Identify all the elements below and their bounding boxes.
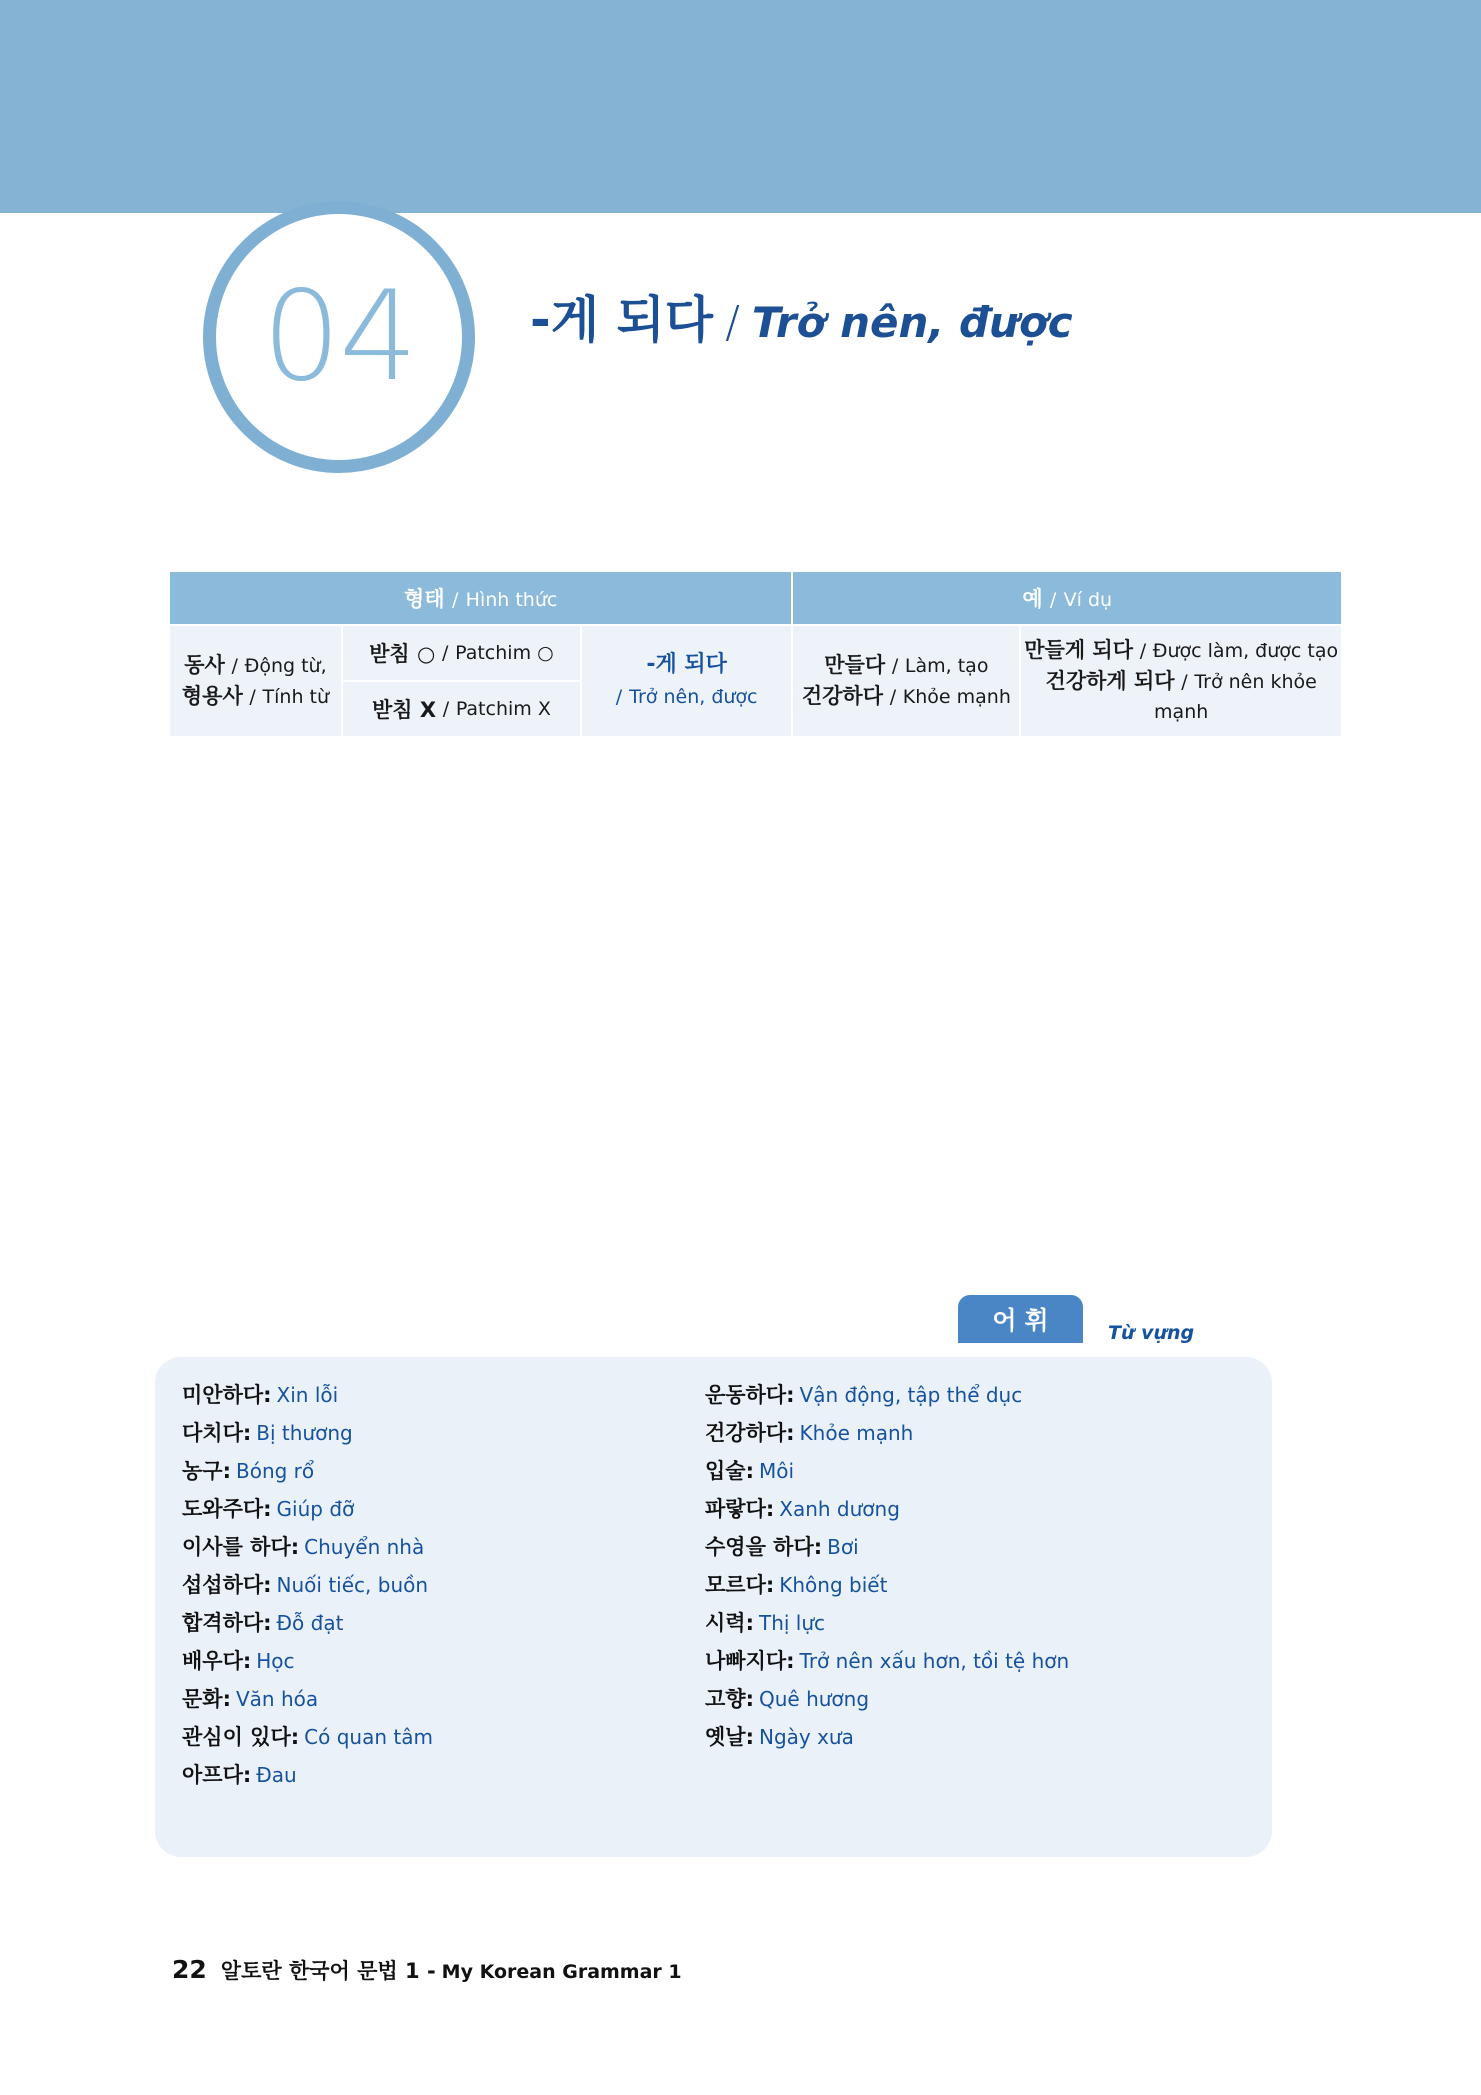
example-result-2-vi: Trở nên khỏe mạnh [1154,670,1317,724]
vocabulary-tab-label-vi: Từ vựng [1108,1322,1195,1344]
list-item [182,1689,433,1710]
page-number: 22 [172,1955,207,1984]
cell-patchim [342,625,581,737]
vocab-term: 파랗다: [705,1497,775,1521]
patchim-without-vi: Patchim X [455,698,551,720]
vocab-term: 도와주다: [182,1497,272,1521]
list-item [182,1385,433,1406]
header-example-sep: / [1049,589,1057,611]
example-result-2-ko: 건강하게 되다 [1045,668,1175,693]
vocab-meaning: Vận động, tập thể dục [799,1383,1023,1407]
list-item [182,1499,433,1520]
patchim-without-sep: / [442,698,450,720]
example-result-1-ko: 만들게 되다 [1024,638,1133,663]
vocab-meaning: Môi [758,1459,795,1483]
header-form-vi: Hình thức [465,589,558,611]
list-item [182,1765,433,1786]
list-item [705,1727,1069,1748]
example-base-2-sep: / [889,686,897,708]
vocab-term: 시력: [705,1611,754,1635]
list-item [182,1651,433,1672]
page-title [530,280,1073,352]
vocab-term: 운동하다: [705,1383,795,1407]
vocab-meaning: Khỏe mạnh [799,1421,914,1445]
vocab-meaning: Xanh dương [779,1497,900,1521]
vocab-meaning: Trở nên xấu hơn, tồi tệ hơn [799,1649,1070,1673]
cell-example-base [792,625,1020,737]
vocab-term: 입술: [705,1459,754,1483]
vocab-meaning: Giúp đỡ [276,1497,355,1521]
ending-vi: Trở nên, được [629,686,758,708]
vocab-term: 아프다: [182,1763,252,1787]
page-footer [172,1955,682,1985]
pos-line1-vi: Động từ, [244,655,327,678]
pos-line1-ko: 동사 [184,653,225,678]
grammar-form-table [168,570,1343,738]
ending-ko: -게 되다 [646,652,727,678]
pos-line2-vi: Tính từ [262,686,330,708]
example-result-1-vi: Được làm, được tạo [1152,640,1339,663]
vocab-meaning: Bơi [827,1535,859,1559]
example-base-2-vi: Khỏe mạnh [902,686,1011,708]
patchim-without-ko: 받침 X [371,698,437,722]
vocab-term: 모르다: [705,1573,775,1597]
list-item [182,1423,433,1444]
vocab-meaning: Đau [256,1763,297,1787]
vocab-meaning: Không biết [779,1573,888,1597]
cell-part-of-speech [169,625,342,737]
vocab-meaning: Học [256,1649,295,1673]
list-item [705,1385,1069,1406]
pos-line1-sep: / [231,655,238,678]
vocab-meaning: Văn hóa [235,1687,319,1711]
table-body-row [169,625,1342,737]
patchim-with-vi: Patchim ○ [455,642,554,664]
vocabulary-column-right [705,1385,1069,1765]
vocab-meaning: Bóng rổ [235,1459,315,1483]
vocab-meaning: Thị lực [758,1611,826,1635]
top-blue-band [0,0,1481,213]
vocab-term: 나빠지다: [705,1649,795,1673]
title-korean: -게 되다 [530,291,714,349]
ending-sep: / [615,686,623,708]
cell-example-result [1020,625,1342,737]
table-header-example [792,571,1342,625]
vocab-term: 건강하다: [705,1421,795,1445]
vocab-term: 고향: [705,1687,754,1711]
list-item [182,1575,433,1596]
header-example-ko: 예 [1022,587,1043,611]
vocab-meaning: Có quan tâm [304,1725,433,1749]
vocab-meaning: Bị thương [256,1421,353,1445]
title-separator: / [725,297,740,348]
vocab-term: 배우다: [182,1649,252,1673]
vocab-meaning: Chuyển nhà [304,1535,425,1559]
list-item [705,1651,1069,1672]
chapter-number: 04 [262,265,416,409]
list-item [705,1423,1069,1444]
patchim-without [343,682,580,736]
cell-ending [581,625,792,737]
list-item [182,1537,433,1558]
vocab-term: 옛날: [705,1725,754,1749]
vocab-term: 농구: [182,1459,231,1483]
vocab-term: 관심이 있다: [182,1725,300,1749]
example-base-1-ko: 만들다 [824,653,886,678]
vocab-meaning: Đỗ đạt [276,1611,344,1635]
list-item [705,1461,1069,1482]
example-base-2-ko: 건강하다 [801,684,883,708]
pos-line2-sep: / [249,686,256,708]
table-header-form [169,571,792,625]
vocabulary-column-left [182,1385,433,1803]
vocab-term: 합격하다: [182,1611,272,1635]
list-item [705,1537,1069,1558]
chapter-number-badge [203,201,475,473]
vocab-meaning: Xin lỗi [276,1383,339,1407]
vocabulary-box [155,1357,1272,1857]
vocab-term: 섭섭하다: [182,1573,272,1597]
list-item [705,1575,1069,1596]
vocab-meaning: Ngày xưa [758,1725,854,1749]
footer-book-title-ko: 알토란 한국어 문법 1 - [220,1959,436,1983]
title-vietnamese: Trở nên, được [751,298,1073,347]
vocabulary-tab [958,1295,1083,1343]
list-item [182,1613,433,1634]
vocab-term: 다치다: [182,1421,252,1445]
example-base-1-vi: Làm, tạo [904,655,989,678]
example-result-2-sep: / [1181,670,1188,693]
pos-line2-ko: 형용사 [181,684,243,708]
header-example-vi: Ví dụ [1063,589,1113,611]
vocab-term: 문화: [182,1687,231,1711]
footer-book-title-en: My Korean Grammar 1 [441,1961,682,1983]
example-result-1-sep: / [1139,640,1147,663]
list-item [705,1499,1069,1520]
vocabulary-tab-label: 어휘 [992,1306,1057,1335]
header-form-sep: / [451,589,459,611]
list-item [182,1461,433,1482]
list-item [705,1613,1069,1634]
vocab-term: 이사를 하다: [182,1535,300,1559]
list-item [182,1727,433,1748]
patchim-with [343,626,580,682]
table-header-row [169,571,1342,625]
list-item [705,1689,1069,1710]
header-form-ko: 형태 [404,587,445,611]
vocab-term: 미안하다: [182,1383,272,1407]
patchim-with-sep: / [442,642,449,664]
example-base-1-sep: / [891,655,899,678]
patchim-with-ko: 받침 ○ [369,642,436,666]
vocab-term: 수영을 하다: [705,1535,823,1559]
vocab-meaning: Quê hương [758,1687,870,1711]
vocab-meaning: Nuối tiếc, buồn [276,1573,429,1597]
